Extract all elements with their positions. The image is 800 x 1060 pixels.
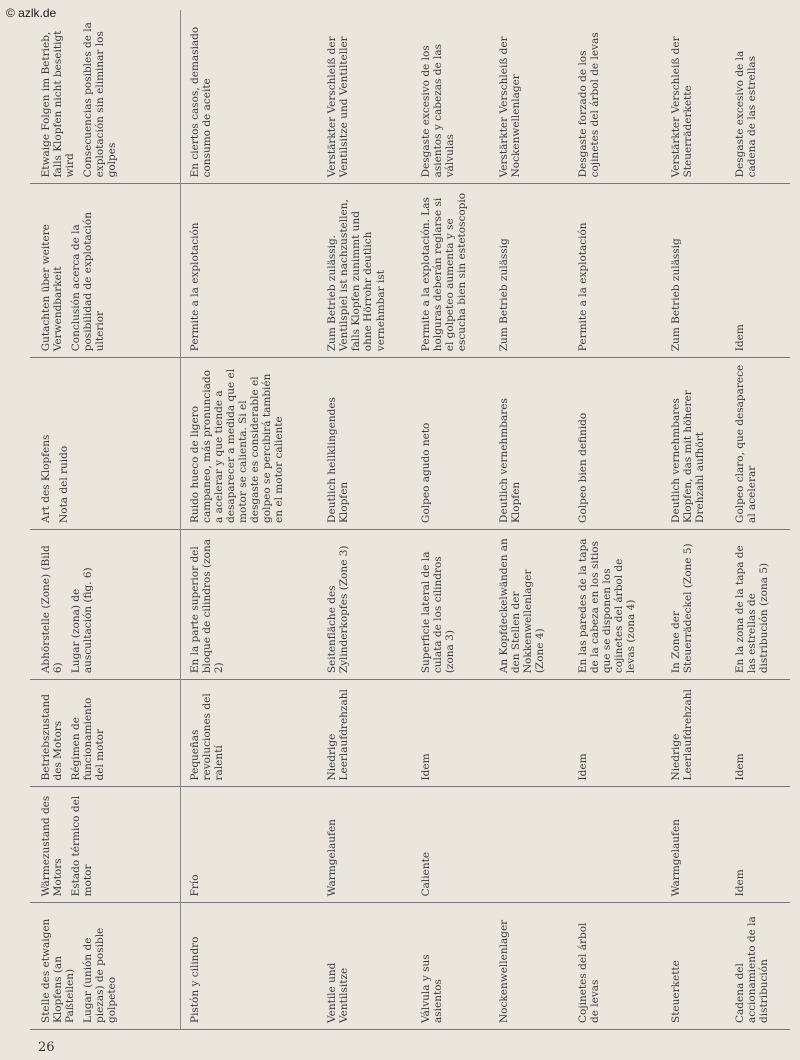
header-es: Estado térmico del motor [70,795,95,897]
cell-place: Cadena del accionamiento de la distribución [726,903,790,1030]
cell-noise: Golpeo bien definido [569,358,662,530]
header-es: Consecuencias posibles de la explotación sin eliminar los golpes [82,22,119,178]
cell-conclusion: Zum Betrieb zulässig [662,184,726,358]
noise-diagnosis-table [30,10,790,1030]
cell-zone: En las paredes de la tapa de la cabeza en los sitios que se disponen los cojinetes del árbol de levas (zona 4) [569,529,662,679]
cell-regime: Pequeñas revoluciones del ralentí [180,680,318,787]
cell-regime: Niedrige Leerlaufdrehzahl [662,680,726,787]
header-de: Etwaige Folgen im Betrieb, falls Klopfen nicht beseitigt wird [40,30,77,178]
cell-consequence: En ciertos casos, demasiado consumo de aceite [180,10,318,184]
cell-noise: Golpeo agudo neto [412,358,491,530]
cell-thermal: Warmgelaufen [318,787,411,903]
cell-noise: Deutlich vernehmbares Klopfen, das mit höherer Drehzahl aufhört [662,358,726,530]
cell-regime: Idem [569,680,662,787]
header-thermal [30,787,180,903]
header-de: Gutachten über weitere Verwendbarkeit [40,224,65,352]
header-regime [30,680,180,787]
cell-place: Válvula y sus asientos [412,903,491,1030]
cell-conclusion: Permite a la explotación. Las holguras deberán reglarse si el golpeteo aumenta y se escucha bien sin estetoscopio [412,184,491,358]
table-row [412,10,491,1030]
cell-zone: An Kopfdeckelwänden an den Stellen der Nokkenwellenlager (Zone 4) [490,529,569,679]
cell-conclusion: Permite a la explotación [180,184,318,358]
cell-conclusion: Permite a la explotación [569,184,662,358]
cell-zone: En la zona de la tapa de las estrellas de distribución (zona 5) [726,529,790,679]
header-es: Conclusión acerca de la posibilidad de explotación ulterior [70,211,107,352]
cell-consequence: Desgaste excesivo de los asientos y cabezas de las válvulas [412,10,491,184]
cell-conclusion: Idem [726,184,790,358]
rotated-table-container [30,10,790,1030]
cell-place: Steuerkette [662,903,726,1030]
cell-consequence: Verstärkter Verschleiß der Steuerräderkette [662,10,726,184]
header-de: Betriebszustand des Motors [40,693,65,781]
cell-zone: In Zone der Steuerrädeckel (Zone 5) [662,529,726,679]
cell-consequence: Verstärkter Verschleiß der Nockenwellenlager [490,10,569,184]
cell-consequence: Desgaste excesivo de la cadena de las estrellas [726,10,790,184]
header-de: Art des Klopfens [40,434,52,523]
table-row [318,10,411,1030]
cell-place: Cojinetes del árbol de levas [569,903,662,1030]
cell-regime: Idem [412,680,491,787]
header-noise [30,358,180,530]
cell-thermal: Warmgelaufen [662,787,726,903]
table-row [180,10,318,1030]
cell-place: Ventile und Ventilsitze [318,903,411,1030]
cell-thermal [490,787,569,903]
header-de: Stelle des etwaigen Klopfens (an Paßteilen) [40,918,77,1023]
cell-place: Pistón y cilindro [180,903,318,1030]
cell-zone: Superficie lateral de la culata de los cilindros (zona 3) [412,529,491,679]
header-conclusion [30,184,180,358]
table-row [490,10,569,1030]
cell-conclusion: Zum Betrieb zulässig [490,184,569,358]
header-place [30,903,180,1030]
cell-thermal: Frío [180,787,318,903]
header-es: Nota del ruido [58,445,71,523]
cell-noise: Ruido hueco de ligero campaneo, más pronunciado a acelerar y que tiende a desaparecer a medida que el motor se calienta. Si el desgaste es considerable el golpeo se percibirá también en el motor caliente [180,358,318,530]
table-header-row [30,10,180,1030]
table-row [662,10,726,1030]
cell-zone: En la parte superior del bloque de cilindros (zona 2) [180,529,318,679]
cell-thermal [569,787,662,903]
page-number: 26 [38,1040,55,1055]
cell-regime [490,680,569,787]
cell-regime: Idem [726,680,790,787]
cell-consequence: Verstärkter Verschleiß der Ventilsitze und Ventilteller [318,10,411,184]
cell-place: Nockenwellenlager [490,903,569,1030]
cell-noise: Golpeo claro, que desaparece al acelerar [726,358,790,530]
cell-noise: Deutlich vernehmbares Klopfen [490,358,569,530]
table-row [726,10,790,1030]
cell-thermal: Caliente [412,787,491,903]
cell-noise: Deutlich hellklingendes Klopfen [318,358,411,530]
header-es: Régimen de funcionamiento del motor [70,697,107,781]
header-zone [30,529,180,679]
watermark-text: © azlk.de [6,6,57,20]
cell-regime: Niedrige Leerlaufdrehzahl [318,680,411,787]
cell-zone: Seitenfläche des Zylinderkopfes (Zone 3) [318,529,411,679]
header-de: Wärmezustand des Motors [40,795,65,897]
header-es: Lugar (zona) de auscultación (fig. 6) [70,567,95,674]
header-de: Abhörstelle (Zone) (Bild 6) [40,545,65,674]
cell-thermal: Idem [726,787,790,903]
table-body [180,10,790,1030]
table-row [569,10,662,1030]
header-consequence [30,10,180,184]
cell-consequence: Desgaste forzado de los cojinetes del árbol de levas [569,10,662,184]
cell-conclusion: Zum Betrieb zulässig. Ventilspiel ist nachzustellen, falls Klopfen zunimmt und ohne Hörrohr deutlich vernehmbar ist [318,184,411,358]
header-es: Lugar (unión de piezas) de posible golpeteo [82,927,119,1023]
